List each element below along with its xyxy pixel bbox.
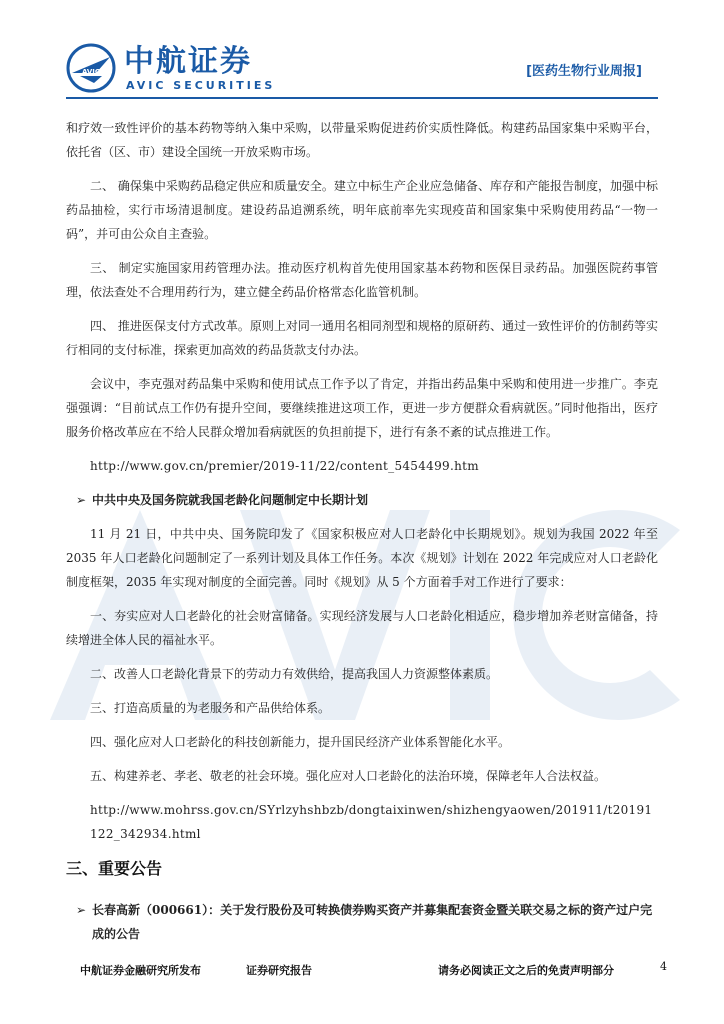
bullet-heading [66,488,658,512]
paragraph: 11 月 21 日，中共中央、国务院印发了《国家积极应对人口老龄化中长期规划》。规划为我国 2022 年至 2035 年人口老龄化问题制定了一系列计划及具体工作任务。本次《规划》计划在 2022 年完成应对人口老龄化制度框架，2035 年实现对制度的全面完善。同时《规划》从 5 个方面着手对工作进行了要求： [66,527,658,589]
logo-text: AVIC [81,68,101,76]
announcement-text: 长春高新（000661）：关于发行股份及可转换债券购买资产并募集配套资金暨关联交易之标的资产过户完成的公告 [92,903,653,941]
footer-disclaimer: 请务必阅读正文之后的免责声明部分 [438,964,614,977]
brand-name-en: AVIC SECURITIES [126,79,276,92]
paragraph: 四、 推进医保支付方式改革。原则上对同一通用名相同剂型和规格的原研药、通过一致性评价的仿制药等实行相同的支付标准，探索更加高效的药品货款支付办法。 [66,319,658,357]
paragraph: 三、打造高质量的为老服务和产品供给体系。 [90,701,331,715]
page-number: 4 [660,960,667,973]
report-body [66,116,658,846]
paragraph: 一、夯实应对人口老龄化的社会财富储备。实现经济发展与人口老龄化相适应，稳步增加养老财富储备，持续增进全体人民的福祉水平。 [66,609,658,647]
footer-publisher: 中航证券金融研究所发布 [80,964,201,977]
source-link[interactable]: http://www.mohrss.gov.cn/SYrlzyhshbzb/dongtaixinwen/shizhengyaowen/201911/t20191122_342934.html [90,803,653,841]
report-type: [医药生物行业周报] [526,64,642,79]
paragraph: 四、强化应对人口老龄化的科技创新能力，提升国民经济产业体系智能化水平。 [90,735,511,749]
page-footer [0,958,724,988]
footer-report-kind: 证券研究报告 [246,964,312,977]
bullet-arrow-icon: ➢ [76,903,87,917]
header-divider [66,97,658,99]
section-title: 三、重要公告 [66,859,163,878]
bullet-arrow-icon: ➢ [76,493,87,507]
announcement-item [66,898,658,946]
paragraph: 和疗效一致性评价的基本药物等纳入集中采购，以带量采购促进药价实质性降低。构建药品国家集中采购平台，依托省（区、市）建设全国统一开放采购市场。 [66,121,658,159]
paragraph: 二、改善人口老龄化背景下的劳动力有效供给，提高我国人力资源整体素质。 [90,667,499,681]
brand-name: 中航证券 [124,44,252,79]
paragraph: 五、构建养老、孝老、敬老的社会环境。强化应对人口老龄化的法治环境，保障老年人合法权益。 [90,769,607,783]
paragraph: 会议中，李克强对药品集中采购和使用试点工作予以了肯定，并指出药品集中采购和使用进一步推广。李克强强调：“目前试点工作仍有提升空间，要继续推进这项工作，更进一步方便群众看病就医。”同时他指出，医疗服务价格改革应在不给人民群众增加看病就医的负担前提下，进行有条不紊的试点推进工作。 [66,377,658,439]
avic-logo-icon [66,43,116,93]
bullet-heading-text: 中共中央及国务院就我国老龄化问题制定中长期计划 [92,493,369,507]
source-link[interactable]: http://www.gov.cn/premier/2019-11/22/content_5454499.htm [90,459,479,473]
paragraph: 三、 制定实施国家用药管理办法。推动医疗机构首先使用国家基本药物和医保目录药品。加强医院药事管理，依法查处不合理用药行为，建立健全药品价格常态化监管机制。 [66,261,658,299]
paragraph: 二、 确保集中采购药品稳定供应和质量安全。建立中标生产企业应急储备、库存和产能报告制度，加强中标药品抽检，实行市场清退制度。建设药品追溯系统，明年底前率先实现疫苗和国家集中采购使用药品“一物一码”，并可由公众自主查验。 [66,179,658,241]
page-header [0,0,724,100]
